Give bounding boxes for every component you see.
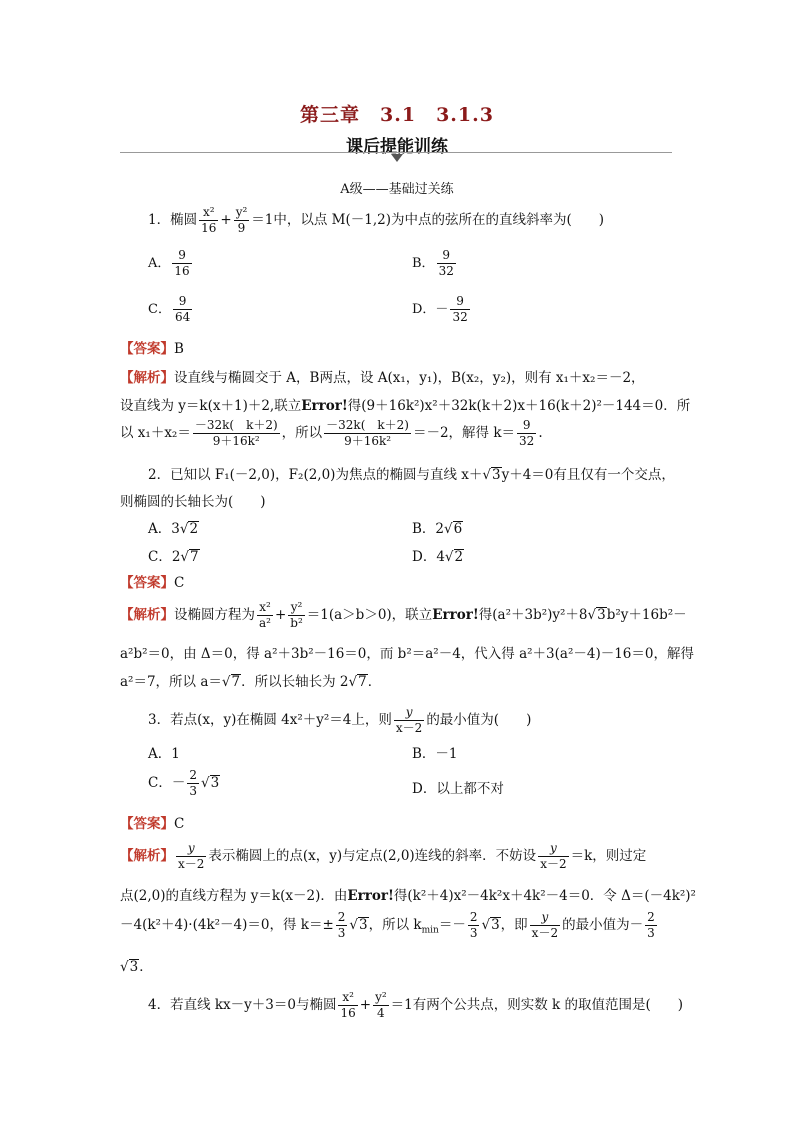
question-3-option-c[interactable]: C．－ $\frac{2}{3}$ √3	[148, 768, 220, 798]
question-1-option-b[interactable]: B． $\frac{9}{32}$	[412, 248, 454, 278]
question-2-stem-line-2: 则椭圆的长轴长为( )	[120, 494, 266, 510]
question-2-stem-line-1: 2．已知以 F₁(－2,0)，F₂(2,0)为焦点的椭圆与直线 x＋√3y＋4＝0有且仅有一个交点，	[148, 467, 675, 483]
question-3-stem: 3．若点(x，y)在椭圆 4x²＋y²＝4上，则 $\frac{y}{x-2}$ 的最小值为( )	[148, 705, 532, 735]
question-2-explanation-line-2: a²b²＝0，由 Δ＝0，得 a²＋3b²－16＝0，而 b²＝a²－4，代入得 a²＋3(a²－4)－16＝0，解得	[120, 646, 694, 662]
question-3-option-d[interactable]: D．以上都不对	[412, 781, 504, 797]
section-heading: A级——基础过关练	[340, 182, 454, 197]
question-2-explanation-line-3: a²＝7，所以 a＝√7．所以长轴长为 2√7．	[120, 674, 382, 690]
triangle-marker-icon	[391, 154, 403, 162]
question-1-prefix: 1．椭圆	[148, 212, 198, 228]
page-subtitle: 课后提能训练	[346, 137, 448, 157]
question-3-explanation-line-3: －4(k²＋4)·(4k²－4)＝0，得 k＝± $\frac{2}{3}$ √3，所以 $k_{min}=-$ $\frac{2}{3}$ √3，即 $\frac{y}{x-2}$ 的最小值为－ $\frac{2}{3}$	[120, 910, 655, 940]
question-2-answer: 【答案】C	[120, 575, 185, 591]
question-1-explanation-line-3: 以 x₁＋x₂＝ $\frac{-32k( k+2)}{\text{9＋16k²}}$ ，所以 $\frac{-32k( k+2)}{\text{9＋16k²}}$ ＝－2，解得 k＝ $\frac{9}{32}$ .	[120, 418, 543, 448]
question-3-explanation-line-2: 点(2,0)的直线方程为 y＝k(x－2)．由Error!得(k²＋4)x²－4k²x＋4k²－4＝0．令 Δ＝(－4k²)²	[120, 888, 696, 904]
page-title: 第三章 3.1 3.1.3	[300, 104, 494, 126]
question-3-answer: 【答案】C	[120, 816, 185, 832]
question-3-option-a[interactable]: A．1	[148, 746, 180, 762]
question-2-explanation-line-1: 【解析】设椭圆方程为 $\frac{\text{x²}}{\text{a²}}$ + $\frac{\text{y²}}{\text{b²}}$ ＝1(a＞b＞0)，联立Error!得(a²＋3b²)y²＋8√3b²y＋16b²－	[120, 600, 687, 630]
question-1-option-c[interactable]: C． $\frac{9}{64}$	[148, 294, 191, 324]
question-2-option-d[interactable]: D．4√2	[412, 549, 464, 565]
fraction: $\frac{\text{x²}}{16}$	[201, 205, 217, 235]
title-divider	[120, 152, 672, 153]
question-1-explanation-line-2: 设直线为 y＝k(x＋1)＋2,联立Error!得(9＋16k²)x²＋32k(k＋2)x＋16(k＋2)²－144＝0．所	[120, 398, 691, 414]
question-3-explanation-line-4: √3．	[120, 959, 153, 975]
question-1-answer: 【答案】B	[120, 341, 184, 357]
question-1-stem: 1．椭圆 $\frac{\text{x²}}{16}$ + $\frac{\text{y²}}{9}$ ＝1中，以点 M(－1,2)为中点的弦所在的直线斜率为( )	[148, 205, 605, 235]
question-1-option-d[interactable]: D．－ $\frac{9}{32}$	[412, 294, 468, 324]
question-3-explanation-line-1: 【解析】 $\frac{y}{x-2}$ 表示椭圆上的点(x，y)与定点(2,0)连线的斜率．不妨设 $\frac{y}{x-2}$ ＝k，则过定	[120, 841, 647, 871]
question-1-option-a[interactable]: A． $\frac{9}{16}$	[148, 248, 190, 278]
question-1-explanation-line-1: 【解析】设直线与椭圆交于 A，B两点，设 A(x₁，y₁)，B(x₂，y₂)，则有 x₁＋x₂＝－2，	[120, 370, 645, 386]
question-2-option-a[interactable]: A．3√2	[148, 521, 199, 537]
fraction: $\frac{\text{y²}}{9}$	[235, 205, 248, 235]
question-4-stem: 4．若直线 kx－y＋3＝0与椭圆 $\frac{\text{x²}}{16}$ + $\frac{\text{y²}}{4}$ ＝1有两个公共点，则实数 k 的取值范围是( )	[148, 990, 684, 1020]
question-1-suffix: ＝1中，以点 M(－1,2)为中点的弦所在的直线斜率为( )	[251, 212, 605, 228]
question-2-option-c[interactable]: C．2√7	[148, 549, 199, 565]
question-2-option-b[interactable]: B．2√6	[412, 521, 463, 537]
question-3-option-b[interactable]: B．－1	[412, 746, 458, 762]
